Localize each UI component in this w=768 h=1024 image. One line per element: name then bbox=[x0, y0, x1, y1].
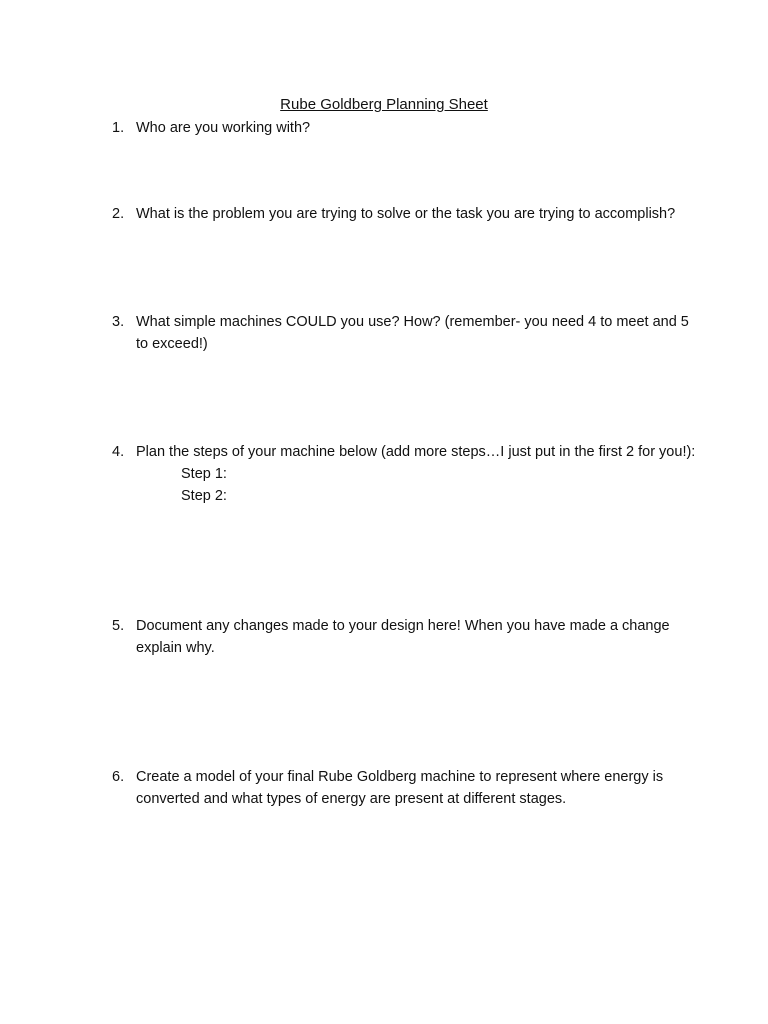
question-number: 5. bbox=[112, 618, 125, 634]
question-text: Document any changes made to your design here! When you have made a change explain why. bbox=[136, 618, 670, 656]
question-number: 6. bbox=[112, 769, 125, 785]
question-6 bbox=[112, 766, 702, 810]
step-2-label: Step 2: bbox=[181, 488, 227, 504]
question-text: Plan the steps of your machine below (add more steps…I just put in the first 2 for you!): bbox=[136, 444, 696, 460]
question-number: 4. bbox=[112, 444, 125, 460]
question-5 bbox=[112, 615, 702, 659]
question-2 bbox=[112, 203, 702, 225]
question-number: 3. bbox=[112, 314, 125, 330]
steps-list bbox=[181, 463, 702, 507]
question-text: Who are you working with? bbox=[136, 120, 311, 136]
page-title: Rube Goldberg Planning Sheet bbox=[280, 96, 488, 113]
question-text: Create a model of your final Rube Goldberg machine to represent where energy is converted and what types of energy are present at different stages. bbox=[136, 769, 664, 807]
question-number: 2. bbox=[112, 206, 125, 222]
question-1 bbox=[112, 117, 702, 139]
question-text: What is the problem you are trying to solve or the task you are trying to accomplish? bbox=[136, 206, 676, 222]
question-text: What simple machines COULD you use? How? (remember- you need 4 to meet and 5 to exceed!) bbox=[136, 314, 689, 352]
question-3 bbox=[112, 311, 702, 355]
step-1-label: Step 1: bbox=[181, 466, 227, 482]
question-4 bbox=[112, 441, 702, 507]
question-number: 1. bbox=[112, 120, 125, 136]
